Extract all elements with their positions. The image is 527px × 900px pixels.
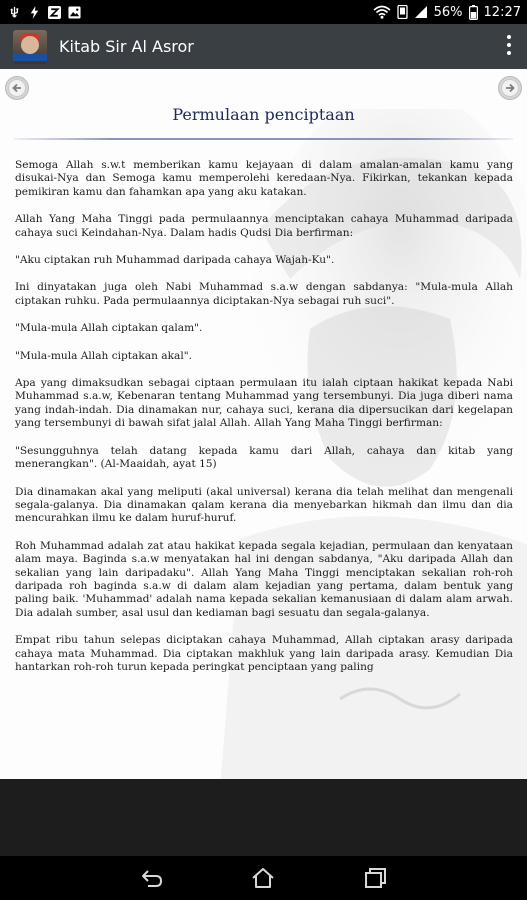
paragraph: "Mula-mula Allah ciptakan qalam". — [15, 322, 203, 335]
paragraph: Dia dinamakan akal yang meliputi (akal universal) kerana dia telah melihat dan mengenali segala-galanya. Dia dinamakan qalam kerana dia menyebarkan hikmah dan ilmu dan dia mencurahkan ilmu ke dalam huruf-huruf. — [15, 485, 513, 525]
paragraph: Roh Muhammad adalah zat atau hakikat kepada segala kejadian, permulaan dan kenyataan alam maya. Baginda s.a.w menyatakan hal ini dengan sabdanya, "Aku daripada Allah dan sekalian yang lain daripadaku". Allah Yang Maha Tinggi menciptakan sekalian roh-roh daripada roh baginda s.a.w di dalam alam kejadian yang pertama, dalam bentuk yang paling baik. 'Muhammad' adalah nama kepada sekalian kemanusiaan di dalam alam arwah. Dia adalah sumber, asal usul dan kediaman bagi sesuatu dan segala-galanya. — [15, 539, 513, 619]
ad-placeholder-area — [0, 779, 527, 856]
paragraph: Allah Yang Maha Tinggi pada permulaannya menciptakan cahaya Muhammad daripada cahaya suci Keindahan-Nya. Dalam hadis Qudsi Dia berfirman: — [15, 213, 513, 239]
usb-icon — [8, 6, 21, 19]
home-icon[interactable] — [250, 866, 276, 890]
clock: 12:27 — [483, 4, 521, 20]
paragraph: Empat ribu tahun selepas diciptakan cahaya Muhammad, Allah ciptakan arasy daripada cahaya mata Muhammad. Dia ciptakan makhluk yang lain daripada arasy. Kemudian Dia hantarkan roh-roh turun kepada peringkat penciptaan yang paling — [15, 634, 513, 673]
chapter-heading: Permulaan penciptaan — [172, 105, 355, 124]
notification-icons — [0, 6, 81, 19]
paragraph: Semoga Allah s.w.t memberikan kamu kejayaan di dalam amalan-amalan kamu yang disukai-Nya dan Semoga kamu memperolehi keredaan-Nya. Fikirkan, tekankan kepada pemikiran kamu dan fahamkan apa yang aku katakan. — [15, 159, 513, 198]
back-icon[interactable] — [139, 866, 165, 890]
previous-page-button[interactable] — [5, 76, 29, 100]
article-body — [15, 159, 513, 688]
battery-icon — [469, 5, 478, 20]
phone-icon — [397, 5, 408, 19]
battery-percent: 56% — [433, 4, 463, 20]
image-icon — [68, 6, 81, 19]
app-title: Kitab Sir Al Asror — [59, 37, 194, 56]
flash-icon — [28, 6, 41, 19]
paragraph: "Sesungguhnya telah datang kepada kamu dari Allah, cahaya dan kitab yang menerangkan". (Al-Maaidah, ayat 15) — [15, 444, 513, 471]
system-nav-bar — [0, 856, 527, 900]
reader-content[interactable] — [0, 69, 527, 779]
status-bar — [0, 0, 527, 24]
wifi-icon — [373, 5, 391, 19]
paragraph: Ini dinyatakan juga oleh Nabi Muhammad s.a.w dengan sabdanya: "Mula-mula Allah ciptakan ruhku. Pada permulaannya diciptakan-Nya sebagai ruh suci". — [15, 281, 513, 307]
next-page-button[interactable] — [498, 76, 522, 100]
app-bar — [0, 24, 527, 69]
paragraph: "Mula-mula Allah ciptakan akal". — [15, 349, 192, 362]
status-right — [373, 0, 521, 24]
heading-divider — [14, 138, 513, 140]
arrow-right-icon — [504, 82, 516, 94]
paragraph: "Aku ciptakan ruh Muhammad daripada cahaya Wajah-Ku". — [15, 254, 335, 267]
recent-apps-icon[interactable] — [362, 866, 388, 890]
z-app-icon — [48, 6, 61, 19]
overflow-menu-icon[interactable] — [507, 35, 511, 55]
app-logo-icon[interactable] — [13, 30, 47, 64]
signal-icon — [414, 5, 428, 19]
paragraph: Apa yang dimaksudkan sebagai ciptaan permulaan itu ialah ciptaan hakikat kepada Nabi Muhammad s.a.w, Kebenaran tentang Muhammad yang tersembunyi. Dia juga diberi nama yang indah-indah. Dia dinamakan nur, cahaya suci, kerana dia dipersucikan dari kegelapan yang tersembunyi di bawah sifat jalal Allah. Allah Yang Maha Tinggi berfirman: — [15, 377, 513, 430]
arrow-left-icon — [11, 82, 23, 94]
